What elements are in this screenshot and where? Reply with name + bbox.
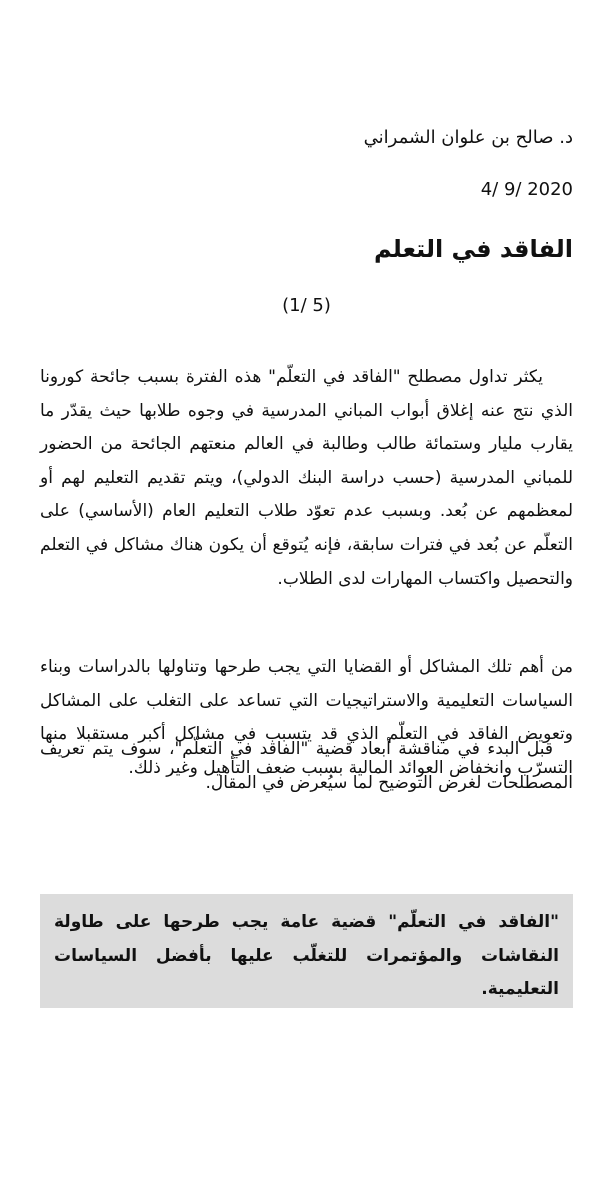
article-title: الفاقد في التعلم: [373, 235, 573, 263]
series-part-number: (5 /1): [282, 295, 331, 316]
author-name: د. صالح بن علوان الشمراني: [363, 127, 573, 148]
highlight-callout: [40, 894, 573, 1008]
paragraph-issues: من أهم تلك المشاكل أو القضايا التي يجب طرحها وتناولها بالدراسات وبناء السياسات التعليمية والاستراتيجيات التي تساعد على التغلب على المشاكل وتعويض الفاقد في التعلّم الذي قد يتسبب في مشاكل أكبر مستقبلا منها التسرّب وانخفاض العوائد المالية بسبب ضعف التأهيل وغير ذلك.: [40, 657, 573, 778]
paragraph-intro: يكثر تداول مصطلح "الفاقد في التعلّم" هذه الفترة بسبب جائحة كورونا الذي نتج عنه إغلاق أبواب المباني المدرسية في وجوه طلابها حيث يقدّر ما يقارب مليار وستمائة طالب وطالبة في العالم منعتهم الجائحة من الحضور للمباني المدرسية (حسب دراسة البنك الدولي)، ويتم تقديم التعليم لهم أو لمعظمهم عن بُعد. وبسبب عدم تعوّد طلاب التعليم العام (الأساسي) على التعلّم عن بُعد في فترات سابقة، فإنه يُتوقع أن يكون هناك مشاكل في التعلم والتحصيل واكتساب المهارات لدى الطلاب.: [40, 367, 573, 589]
highlight-text: "الفاقد في التعلّم" قضية عامة يجب طرحها على طاولة النقاشات والمؤتمرات للتغلّب عليها بأفضل السياسات التعليمية.: [54, 912, 559, 1000]
paragraph-definitions: قبل البدء في مناقشة أبعاد قضية "الفاقد في التعلّم"، سوف يتم تعريف المصطلحات لغرض التوضيح لما سيُعرض في المقال.: [40, 739, 573, 793]
publication-date: 2020 /9 /4: [480, 179, 573, 200]
